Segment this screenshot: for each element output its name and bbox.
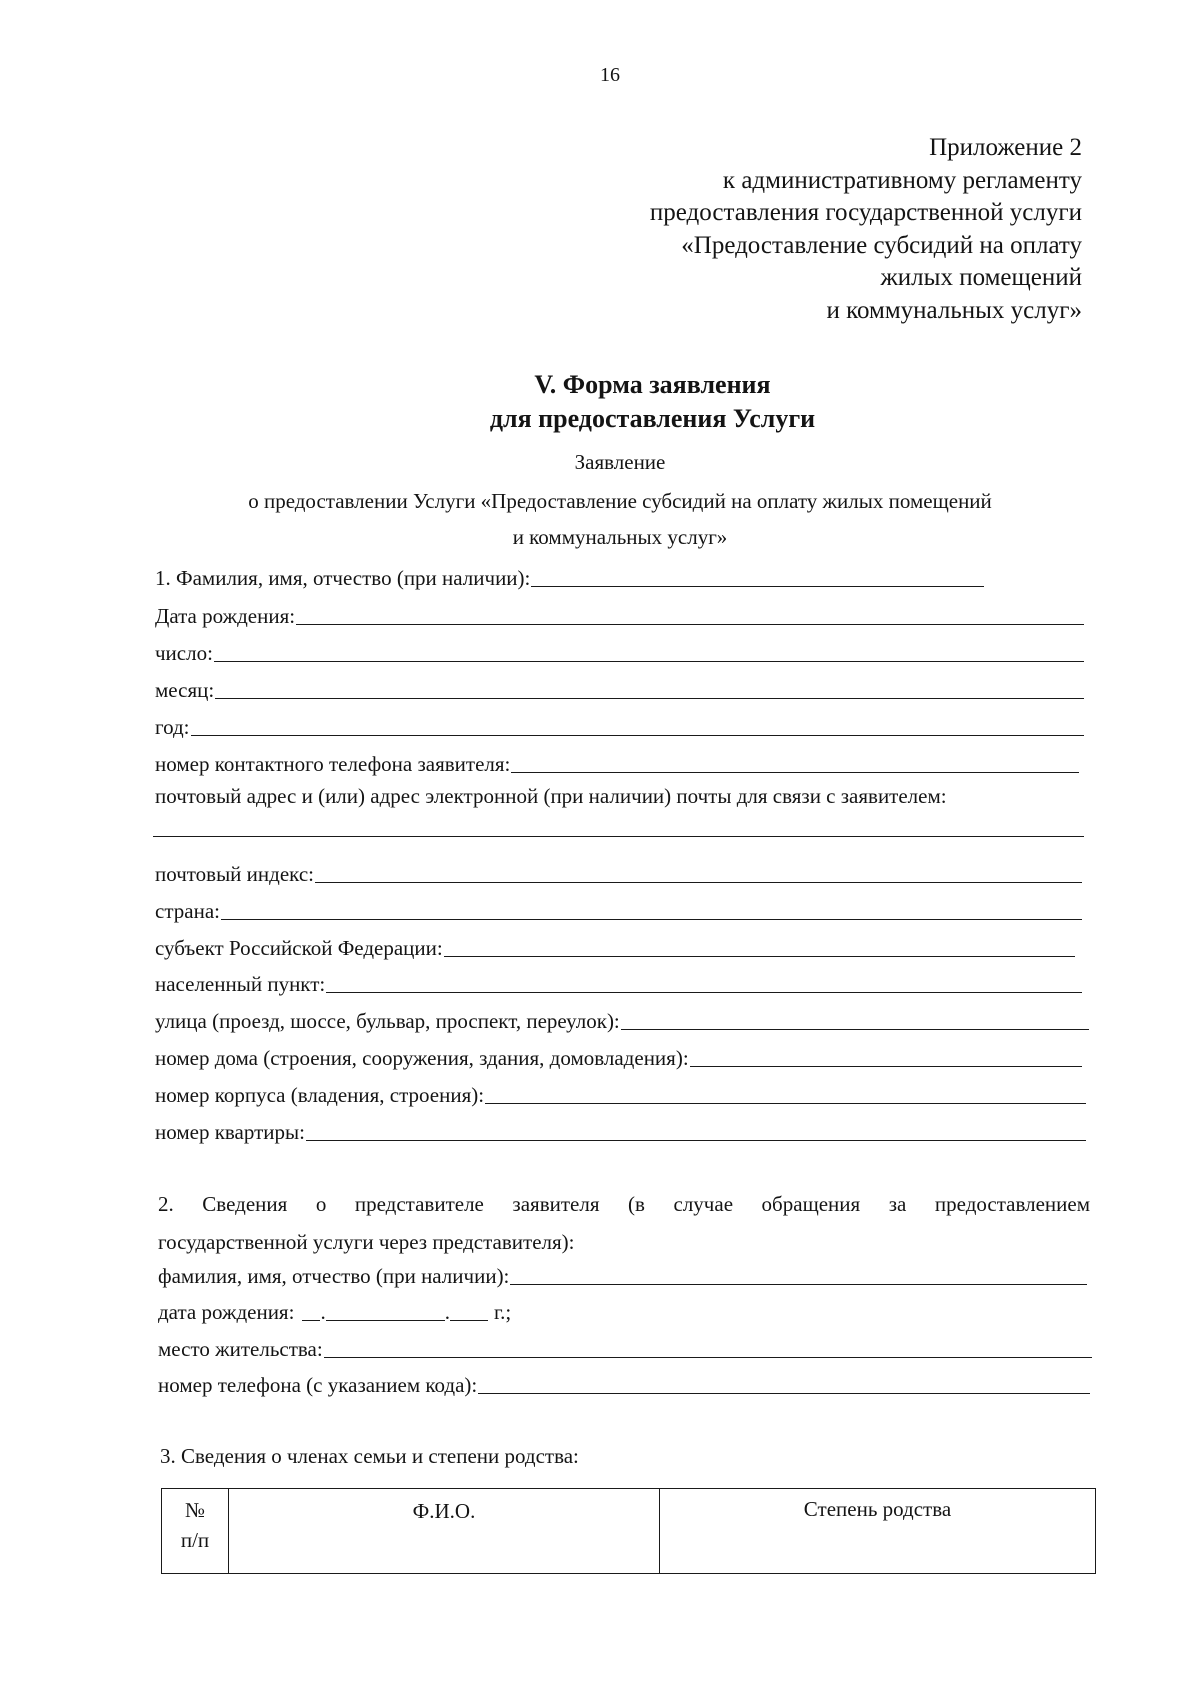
appendix-line: к административному регламенту — [722, 166, 1082, 194]
fill-line[interactable] — [531, 586, 984, 587]
field-label: фамилия, имя, отчество (при наличии): — [158, 1264, 510, 1288]
fill-line[interactable] — [191, 735, 1084, 736]
building-number-field[interactable] — [155, 1080, 1086, 1108]
fill-line[interactable] — [444, 956, 1075, 957]
address-intro: почтовый адрес и (или) адрес электронной (при наличии) почты для связи с заявителем: — [155, 784, 947, 808]
field-label: почтовый индекс: — [155, 862, 314, 886]
representative-intro-line: 2. Сведения о представителе заявителя (в случае обращения за предоставлением — [158, 1192, 1090, 1216]
section-title-line: V. Форма заявления — [534, 370, 771, 399]
month-fill-line[interactable] — [326, 1320, 445, 1321]
representative-intro — [158, 1185, 1090, 1261]
fill-line[interactable] — [690, 1066, 1082, 1067]
family-members-table — [161, 1488, 1096, 1574]
field-label: номер контактного телефона заявителя: — [155, 752, 511, 776]
column-header-number — [162, 1489, 229, 1574]
birth-month-field[interactable] — [155, 675, 1084, 703]
representative-full-name-field[interactable] — [158, 1261, 1087, 1289]
field-label: число: — [155, 641, 213, 665]
representative-intro-line: государственной услуги через представителя): — [158, 1230, 575, 1254]
field-label: Дата рождения: — [155, 604, 296, 628]
fill-line[interactable] — [221, 919, 1082, 920]
section-title-line: для предоставления Услуги — [489, 404, 816, 433]
form-subtitle — [0, 483, 1200, 555]
section-title — [0, 368, 1200, 436]
column-header-number-line: п/п — [180, 1528, 210, 1552]
field-label: номер корпуса (владения, строения): — [155, 1083, 485, 1107]
field-label: номер дома (строения, сооружения, здания, домовладения): — [155, 1046, 689, 1070]
fill-line[interactable] — [214, 661, 1084, 662]
postal-code-field[interactable] — [155, 859, 1082, 887]
fill-line[interactable] — [324, 1357, 1092, 1358]
form-title: Заявление — [574, 450, 666, 474]
apartment-number-field[interactable] — [155, 1117, 1086, 1145]
field-label: страна: — [155, 899, 220, 923]
fill-line[interactable] — [296, 624, 1084, 625]
representative-birth-date-field[interactable] — [158, 1297, 511, 1325]
birth-day-field[interactable] — [155, 638, 1084, 666]
region-field[interactable] — [155, 933, 1075, 961]
appendix-line: жилых помещений — [880, 264, 1082, 291]
form-subtitle-line: и коммунальных услуг» — [512, 525, 728, 549]
field-label: населенный пункт: — [155, 972, 326, 996]
appendix-header — [650, 132, 1082, 327]
appendix-line: и коммунальных услуг» — [826, 296, 1082, 324]
locality-field[interactable] — [155, 969, 1082, 997]
residence-field[interactable] — [158, 1334, 1092, 1362]
fill-line[interactable] — [215, 698, 1084, 699]
fill-line[interactable] — [478, 1393, 1090, 1394]
applicant-full-name-field[interactable] — [155, 563, 984, 591]
street-field[interactable] — [155, 1006, 1089, 1034]
day-fill-line[interactable] — [302, 1320, 320, 1321]
table-header-row — [162, 1489, 1096, 1574]
fill-line[interactable] — [621, 1029, 1089, 1030]
appendix-line: предоставления государственной услуги — [649, 199, 1082, 226]
fill-line[interactable] — [306, 1140, 1086, 1141]
fill-line[interactable] — [485, 1103, 1086, 1104]
fill-line[interactable] — [511, 772, 1079, 773]
address-fill-line[interactable] — [153, 836, 1084, 837]
birth-year-field[interactable] — [155, 712, 1084, 740]
field-label: номер квартиры: — [155, 1120, 305, 1144]
page-number: 16 — [600, 64, 620, 86]
field-label: улица (проезд, шоссе, бульвар, проспект, переулок): — [155, 1009, 620, 1033]
year-fill-line[interactable] — [450, 1320, 488, 1321]
house-number-field[interactable] — [155, 1043, 1082, 1071]
country-field[interactable] — [155, 896, 1082, 924]
field-label: место жительства: — [158, 1337, 323, 1361]
form-subtitle-line: о предоставлении Услуги «Предоставление субсидий на оплату жилых помещений — [248, 489, 992, 513]
column-header-fio: Ф.И.О. — [229, 1489, 660, 1574]
fill-line[interactable] — [510, 1284, 1087, 1285]
appendix-line: «Предоставление субсидий на оплату — [681, 231, 1082, 259]
birth-date-field[interactable] — [155, 601, 1084, 629]
appendix-line: Приложение 2 — [929, 134, 1082, 161]
fill-line[interactable] — [315, 882, 1082, 883]
year-suffix: г.; — [493, 1300, 512, 1324]
field-label: год: — [155, 715, 190, 739]
applicant-phone-field[interactable] — [155, 749, 1079, 777]
column-header-number-line: № — [184, 1498, 206, 1522]
family-members-title: 3. Сведения о членах семьи и степени родства: — [160, 1444, 579, 1468]
date-separator: . — [320, 1300, 326, 1324]
field-label: номер телефона (с указанием кода): — [158, 1373, 478, 1397]
field-label: 1. Фамилия, имя, отчество (при наличии): — [155, 566, 531, 590]
field-label: месяц: — [155, 678, 215, 702]
fill-line[interactable] — [326, 992, 1082, 993]
field-label: дата рождения: — [158, 1300, 295, 1324]
date-separator: . — [444, 1300, 450, 1324]
column-header-relation: Степень родства — [660, 1489, 1096, 1574]
field-label: субъект Российской Федерации: — [155, 936, 443, 960]
representative-phone-field[interactable] — [158, 1370, 1090, 1398]
